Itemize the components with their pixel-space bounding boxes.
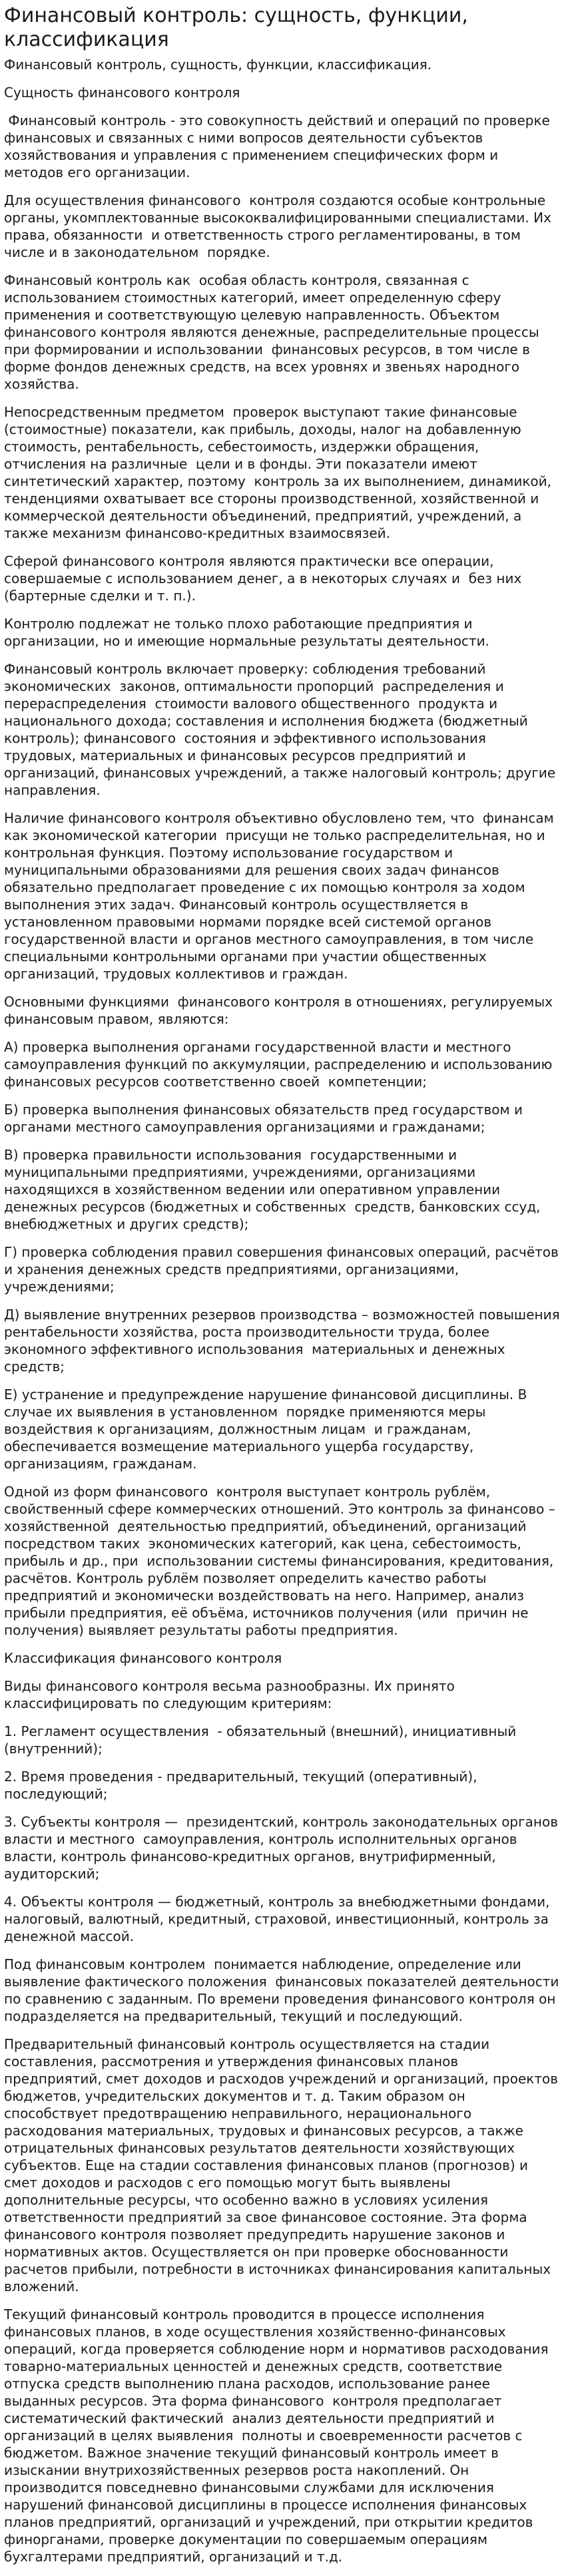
criterion-item-2: 2. Время проведения - предварительный, текущий (оперативный), последующий; xyxy=(4,1769,481,1802)
paragraph-understanding: Под финансовым контролем понимается наблюдение, определение или выявление фактического положения финансовых показателей деятельности по сравнению с заданным. По времени проведения финансового контроля он подразделяется на предварительный, текущий и последующий. xyxy=(4,1956,563,2024)
function-item-b: Б) проверка выполнения финансовых обязательств пред государством и органами местного самоуправления организациями и гражданами; xyxy=(4,1102,527,1135)
function-item-e: Е) устранение и предупреждение нарушение финансовой дисциплины. В случае их выявления в установленном порядке применяются меры воздействия к организациям, должностным лицам и гражданам, обеспечивается возмещение материального ущерба государству, организациям, гражданам. xyxy=(4,1387,536,1472)
criterion-item-4: 4. Объекты контроля — бюджетный, контроль за внебюджетными фондами, налоговый, валютный, кредитный, страховой, инвестиционный, контроль за денежной массой. xyxy=(4,1894,554,1944)
function-item-g: Г) проверка соблюдения правил совершения финансовых операций, расчётов и хранения денежных средств предприятиями, организациями, учреждениями; xyxy=(4,1244,563,1295)
paragraph-includes: Финансовый контроль включает проверку: соблюдения требований экономических законов, оптимальности пропорций распределения и перераспределения стоимости валового общественного продукта и национального дохода; составления и исполнения бюджета (бюджетный контроль); финансового состояния и эффективного использования трудовых, материальных и финансовых ресурсов предприятий и организаций, финансовых учреждений, а также налоговый контроль; другие направления. xyxy=(4,661,560,798)
page-subtitle: Финансовый контроль, сущность, функции, классификация. xyxy=(4,57,432,73)
paragraph-preliminary-control: Предварительный финансовый контроль осуществляется на стадии составления, рассмотрения и утверждения финансовых планов предприятий, смет доходов и расходов учреждений и организаций, проектов бюджетов, учредительских документов и т. д. Таким образом он способствует предотвращению неправильного, нерационального расходования материальных, трудовых и финансовых ресурсов, а также отрицательных финансовых результатов деятельности хозяйствующих субъектов. Еще на стадии составления финансовых планов (прогнозов) и смет доходов и расходов с его помощью могут быть выявлены дополнительные ресурсы, что особенно важно в условиях усиления ответственности предприятий за свое финансовое состояние. Эта форма финансового контроля позволяет предупредить нарушение законов и нормативных актов. Осуществляется он при проверке обоснованности расчетов прибыли, потребности в источниках финансирования капитальных вложений. xyxy=(4,2036,563,2294)
paragraph-subjects-checked: Контролю подлежат не только плохо работающие предприятия и организации, но и имеющие нормальные результаты деятельности. xyxy=(4,616,489,649)
paragraph-current-control: Текущий финансовый контроль проводится в процессе исполнения финансовых планов, в ходе осуществления хозяйственно-финансовых операций, когда проверяется соблюдение норм и нормативов расходования товарно-материальных ценностей и денежных средств, соответствие отпуска средств выполнению плана расходов, использование ранее выданных ресурсов. Эта форма финансового контроля предполагает систематический фактический анализ деятельности предприятий и организаций в целях выявления полноты и своевременности расчетов с бюджетом. Важное значение текущий финансовый контроль имеет в изыскании внутрихозяйственных резервов роста накоплений. Он производится повседневно финансовыми службами для исключения нарушений финансовой дисциплины в процессе исполнения финансовых планов предприятий, организаций и учреждений, при открытии кредитов финорганами, проверке документации по совершаемым операциям бухгалтерами предприятий, организаций и т.д. xyxy=(4,2306,553,2565)
paragraph-classification-intro: Виды финансового контроля весьма разнообразны. Их принято классифицировать по следующим критериям: xyxy=(4,1678,459,1711)
paragraph-sphere: Сферой финансового контроля являются практически все операции, совершаемые с использованием денег, а в некоторых случаях и без них (бартерные сделки и т. п.). xyxy=(4,553,526,604)
criterion-item-3: 3. Субъекты контроля — президентский, контроль законодательных органов власти и местного самоуправления, контроль исполнительных органов власти, контроль финансово-кредитных органов, внутрифирменный, аудиторский; xyxy=(4,1814,563,1882)
function-item-v: В) проверка правильности использования государственными и муниципальными предприятиями, учреждениями, организациями находящихся в хозяйственном ведении или оперативном управлении денежных ресурсов (бюджетных и собственных средств, банковских ссуд, внебюджетных и других средств); xyxy=(4,1147,545,1232)
function-item-d: Д) выявление внутренних резервов производства – возможностей повышения рентабельности хозяйства, роста производительности труда, более экономного эффективного использования материальных и денежных средств; xyxy=(4,1307,564,1375)
paragraph-subject: Непосредственным предметом проверок выступают такие финансовые (стоимостные) показатели, как прибыль, доходы, налог на добавленную стоимость, рентабельность, себестоимость, издержки обращения, отчисления на различные цели и в фонды. Эти показатели имеют синтетический характер, поэтому контроль за их выполнением, динамикой, тенденциями охватывает все стороны производственной, хозяйственной и коммерческой деятельности объединений, предприятий, учреждений, а также механизм финансово-кредитных взаимосвязей. xyxy=(4,404,556,541)
section-heading-classification: Классификация финансового контроля xyxy=(4,1650,282,1666)
paragraph-necessity: Наличие финансового контроля объективно обусловлено тем, что финансам как экономической категории присущи не только распределительная, но и контрольная функция. Поэтому использование государством и муниципальными образованиями для решения своих задач финансов обязательно предполагает проведение с их помощью контроля за ходом выполнения этих задач. Финансовый контроль осуществляется в установленном правовыми нормами порядке всей системой органов государственной власти и органов местного самоуправления, в том числе специальными контрольными органами при участии общественных организаций, трудовых коллективов и граждан. xyxy=(4,810,559,982)
paragraph-functions-intro: Основными функциями финансового контроля в отношениях, регулируемых финансовым правом, являются: xyxy=(4,994,557,1027)
paragraph-control-bodies: Для осуществления финансового контроля создаются особые контрольные органы, укомплектованные высококвалифицированными специалистами. Их права, обязанности и ответственность строго регламентированы, в том числе и в законодательном порядке. xyxy=(4,192,556,260)
page-title: Финансовый контроль: сущность, функции, классификация xyxy=(4,4,468,51)
criterion-item-1: 1. Регламент осуществления - обязательный (внешний), инициативный (внутренний); xyxy=(4,1723,521,1757)
function-item-a: А) проверка выполнения органами государственной власти и местного самоуправления функций по аккумуляции, распределению и использованию финансовых ресурсов соответственно своей компетенции; xyxy=(4,1039,557,1090)
paragraph-ruble-control: Одной из форм финансового контроля выступает контроль рублём, свойственный сфере коммерческих отношений. Это контроль за финансово – хозяйственной деятельностью предприятий, объединений, организаций посредством таких экономических категорий, как цена, себестоимость, прибыль и др., при использовании системы финансирования, кредитования, расчётов. Контроль рублём позволяет определить качество работы предприятий и экономически воздействовать на него. Например, анализ прибыли предприятия, её объёма, источников получения (или причин не получения) выявляет результаты работы предприятия. xyxy=(4,1484,560,1638)
paragraph-definition: Финансовый контроль - это совокупность действий и операций по проверке финансовых и связанных с ними вопросов деятельности субъектов хозяйствования и управления с применением специфических форм и методов его организации. xyxy=(4,112,555,180)
section-heading-essence: Сущность финансового контроля xyxy=(4,85,240,101)
paragraph-scope: Финансовый контроль как особая область контроля, связанная с использованием стоимостных категорий, имеет определенную сферу применения и соответствующую целевую направленность. Объектом финансового контроля являются денежные, распределительные процессы при формировании и использовании финансовых ресурсов, в том числе в форме фондов денежных средств, на всех уровнях и звеньях народного хозяйства. xyxy=(4,272,543,392)
